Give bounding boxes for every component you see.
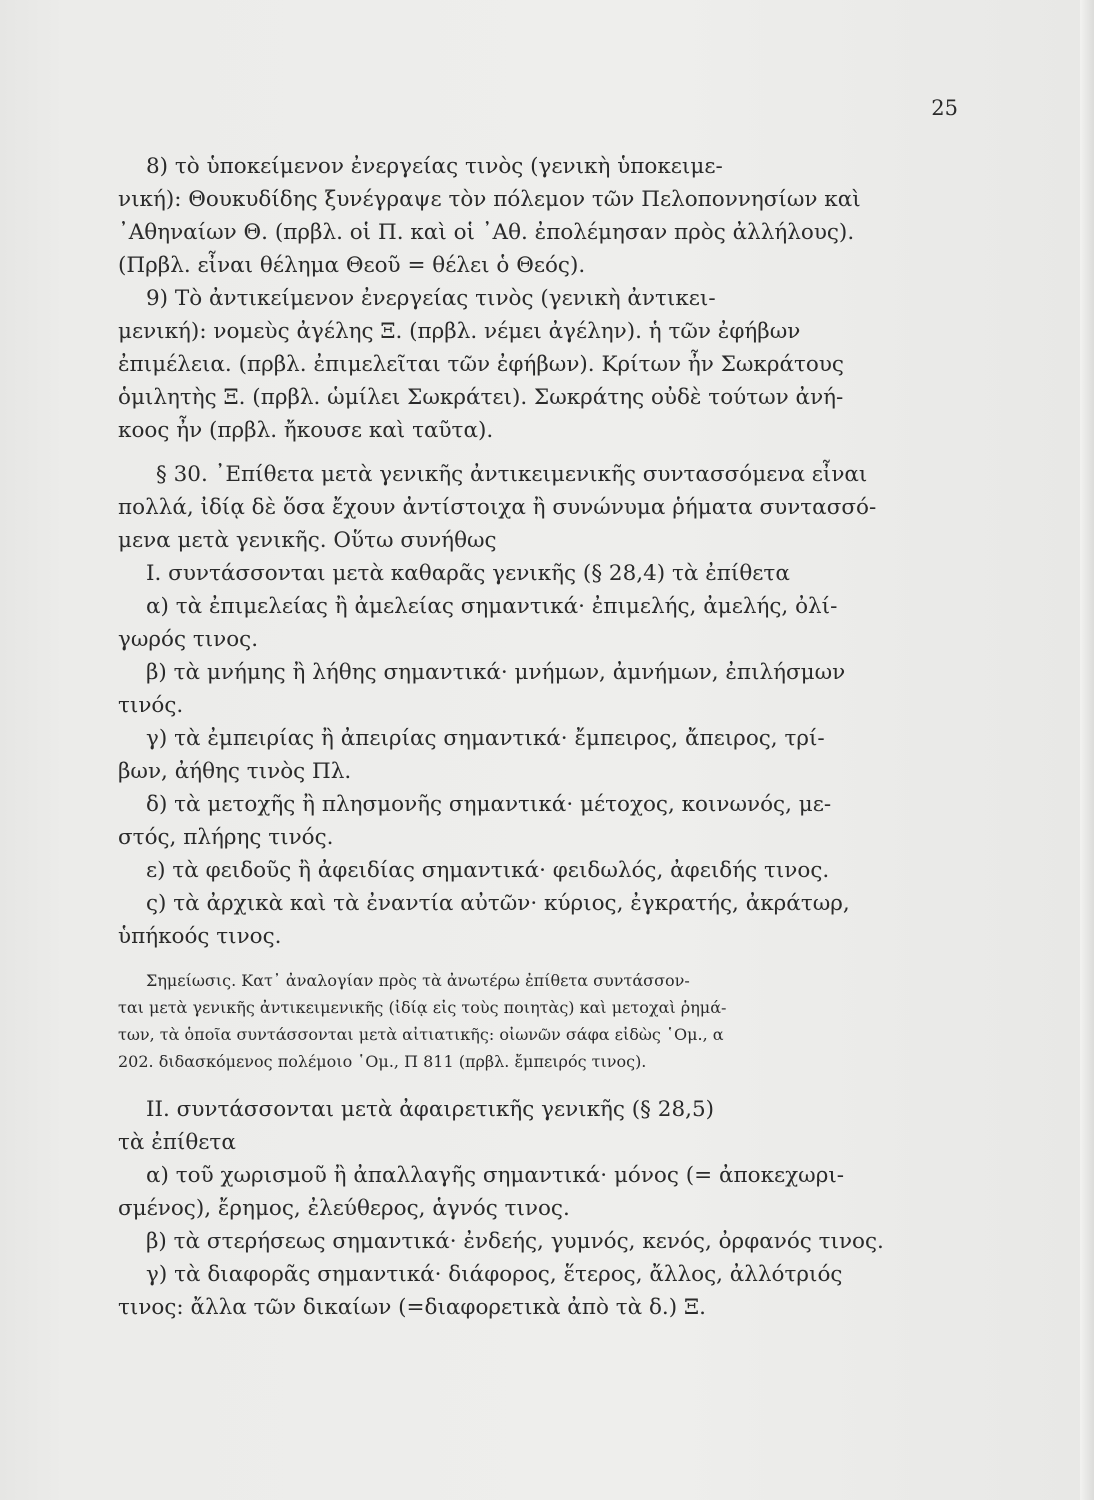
text-line: σμένος), ἔρημος, ἐλεύθερος, ἁγνός τινος.	[118, 1196, 570, 1221]
note-line: Σημείωσις. Κατ᾽ ἀναλογίαν πρὸς τὰ ἀνωτέρω ἐπίθετα συντάσσον-	[146, 971, 690, 990]
section-heading-line: § 30. ᾽Επίθετα μετὰ γενικῆς ἀντικειμενικῆς συντασσόμενα εἶναι	[156, 462, 868, 487]
text-line: β) τὰ στερήσεως σημαντικά· ἐνδεής, γυμνός, κενός, ὀρφανός τινος.	[146, 1229, 884, 1254]
text-line: μενα μετὰ γενικῆς. Οὕτω συνήθως	[118, 528, 497, 553]
text-line: β) τὰ μνήμης ἢ λήθης σημαντικά· μνήμων, ἀμνήμων, ἐπιλήσμων	[146, 660, 846, 685]
text-line: πολλά, ἰδίᾳ δὲ ὅσα ἔχουν ἀντίστοιχα ἢ συνώνυμα ῥήματα συντασσό-	[118, 495, 877, 520]
text-line: γ) τὰ ἐμπειρίας ἢ ἀπειρίας σημαντικά· ἔμπειρος, ἄπειρος, τρί-	[146, 726, 825, 751]
text-line: μενική): νομεὺς ἀγέλης Ξ. (πρβλ. νέμει ἀγέλην). ἡ τῶν ἐφήβων	[118, 319, 801, 344]
page-number: 25	[931, 96, 958, 120]
page-edge	[1080, 0, 1094, 1500]
text-line: νική): Θουκυδίδης ξυνέγραψε τὸν πόλεμον τῶν Πελοποννησίων καὶ	[118, 187, 861, 212]
text-line: βων, ἀήθης τινὸς Πλ.	[118, 759, 352, 784]
text-line: γωρός τινος.	[118, 627, 259, 652]
text-line: ὁμιλητὴς Ξ. (πρβλ. ὡμίλει Σωκράτει). Σωκράτης οὐδὲ τούτων ἀνή-	[118, 385, 844, 410]
text-line: τινος: ἄλλα τῶν δικαίων (=διαφορετικὰ ἀπὸ τὰ δ.) Ξ.	[118, 1295, 706, 1320]
text-line: ὑπήκοός τινος.	[118, 924, 282, 949]
note-line: ται μετὰ γενικῆς ἀντικειμενικῆς (ἰδίᾳ εἰς τοὺς ποιητὰς) καὶ μετοχαὶ ῥημά-	[118, 998, 727, 1017]
text-line: 9) Τὸ ἀντικείμενον ἐνεργείας τινὸς (γενικὴ ἀντικει-	[146, 286, 716, 311]
text-line: ΙΙ. συντάσσονται μετὰ ἀφαιρετικῆς γενικῆς (§ 28,5)	[146, 1097, 715, 1122]
text-line: τινός.	[118, 693, 184, 718]
text-line: γ) τὰ διαφορᾶς σημαντικά· διάφορος, ἕτερος, ἄλλος, ἀλλότριός	[146, 1262, 843, 1287]
text-line: (Πρβλ. εἶναι θέλημα Θεοῦ = θέλει ὁ Θεός).	[118, 253, 586, 278]
text-line: ε) τὰ φειδοῦς ἢ ἀφειδίας σημαντικά· φειδωλός, ἀφειδής τινος.	[146, 858, 830, 883]
text-line: ἐπιμέλεια. (πρβλ. ἐπιμελεῖται τῶν ἐφήβων). Κρίτων ἦν Σωκράτους	[118, 352, 844, 377]
text-line: ᾽Αθηναίων Θ. (πρβλ. οἱ Π. καὶ οἱ ᾽Αθ. ἐπολέμησαν πρὸς ἀλλήλους).	[118, 220, 855, 245]
text-line: 8) τὸ ὑποκείμενον ἐνεργείας τινὸς (γενικὴ ὑποκειμε-	[146, 154, 723, 179]
text-line: δ) τὰ μετοχῆς ἢ πλησμονῆς σημαντικά· μέτοχος, κοινωνός, με-	[146, 792, 832, 817]
body-text	[118, 150, 958, 1324]
text-line: Ι. συντάσσονται μετὰ καθαρᾶς γενικῆς (§ 28,4) τὰ ἐπίθετα	[146, 561, 790, 586]
text-line: κοος ἦν (πρβλ. ἤκουσε καὶ ταῦτα).	[118, 418, 494, 443]
text-line: στός, πλήρης τινός.	[118, 825, 334, 850]
text-line: α) τὰ ἐπιμελείας ἢ ἀμελείας σημαντικά· ἐπιμελής, ἀμελής, ὀλί-	[146, 594, 838, 619]
text-line: τὰ ἐπίθετα	[118, 1130, 236, 1155]
note-line: 202. διδασκόμενος πολέμοιο ῾Ομ., Π 811 (πρβλ. ἔμπειρός τινος).	[118, 1052, 647, 1071]
text-line: ς) τὰ ἀρχικὰ καὶ τὰ ἐναντία αὐτῶν· κύριος, ἐγκρατής, ἀκράτωρ,	[146, 891, 850, 916]
text-line: α) τοῦ χωρισμοῦ ἢ ἀπαλλαγῆς σημαντικά· μόνος (= ἀποκεχωρι-	[146, 1163, 845, 1188]
note-block	[118, 967, 958, 1075]
note-line: των, τὰ ὁποῖα συντάσσονται μετὰ αἰτιατικῆς: οἰωνῶν σάφα εἰδὼς ῾Ομ., α	[118, 1025, 724, 1044]
